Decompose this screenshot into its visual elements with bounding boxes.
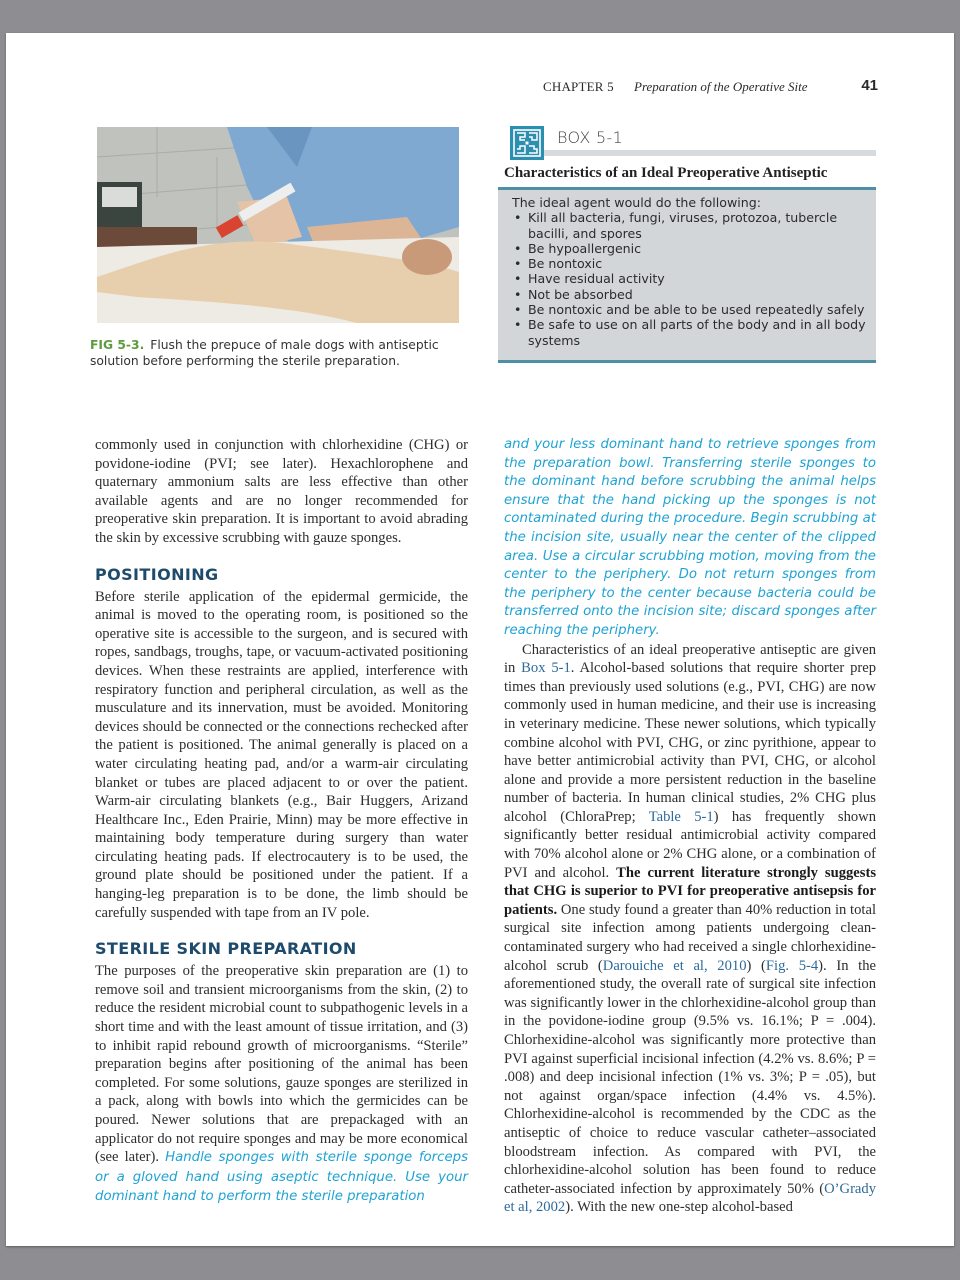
text-run: One study found a greater than 40% reduction in total surgical site infection among patients undergoing clean-contaminated surgery who had received a single chlorhexidine-alcohol scrub ( <box>504 901 876 974</box>
text-run: ). With the new one-step alcohol-based <box>565 1199 793 1216</box>
chapter-title: Preparation of the Operative Site <box>634 79 808 94</box>
box-5-1 <box>498 126 876 363</box>
document-page <box>6 33 954 1246</box>
figure-photo <box>97 127 459 323</box>
dog-prepuce-flush-photo-icon <box>97 127 459 323</box>
box-body <box>498 190 876 363</box>
page-number: 41 <box>861 77 878 94</box>
box-list <box>512 210 868 348</box>
technique-highlight: Handle sponges with sterile sponge forceps or a gloved hand using aseptic technique. Use your dominant hand to perform the sterile preparation <box>95 1150 469 1205</box>
box-header <box>498 126 876 156</box>
table-5-1-link[interactable]: Table 5-1 <box>648 808 714 825</box>
text-run: . Alcohol-based solutions that require shorter prep times than previously used solutions (e.g., PVI, CHG) are now commonly used in human medicine, and their use is increasing in veterinary medicine. These newer solutions, which typically combine alcohol with PVI, CHG, or zinc pyrithione, appear to have better antimicrobial activity than PVI, CHG, or alcohol alone and provide a more persistent reduction in the baseline number of bacteria. In human clinical studies, 2% CHG plus alcohol (ChloraPrep; <box>504 660 876 825</box>
left-column <box>95 436 468 1207</box>
sterile-prep-text: The purposes of the preoperative skin preparation are (1) to remove soil and transient microorganisms from the skin, (2) to reduce the resident microbial count to subpathogenic levels in a short time and with the least amount of tissue irritation, and (3) to inhibit rapid rebound growth of microorganisms. “Sterile” preparation begins after positioning of the animal has been completed. For some solutions, gauze sponges are sterilized in a pack, along with bowls into which the germicides can be poured. Newer solutions that are prepackaged with an applicator do not require sponges and may be more economical (see later). <box>95 963 468 1166</box>
box-label: BOX 5-1 <box>557 128 624 147</box>
key-statement: The current literature strongly suggests that CHG is superior to PVI for preoperative antisepsis for patients. <box>504 864 876 918</box>
box-intro: The ideal agent would do the following: <box>512 195 761 210</box>
box-title: Characteristics of an Ideal Preoperative Antiseptic <box>498 156 876 190</box>
chapter-number: CHAPTER 5 <box>543 79 614 94</box>
figure-caption <box>90 338 470 369</box>
right-column <box>504 436 876 1217</box>
antiseptic-paragraph <box>504 641 876 1217</box>
positioning-paragraph: Before sterile application of the epidermal germicide, the animal is moved to the operating room, is positioned so the operative site is accessible to the surgeon, and is secured with ropes, sandbags, troughs, tape, or vacuum-activated positioning devices. When these restraints are applied, interference with respiratory function and peripheral circulation, as well as the musculature and its innervation, must be avoided. Monitoring devices should be connected or the connections rechecked after the patient is positioned. The animal generally is placed on a water circulating heating pad, and/or a warm-air circulating blanket or tubes are placed adjacent to or over the patient. Warm-air circulating blankets (e.g., Bair Huggers, Arizand Healthcare Inc., Eden Prairie, Minn) may be more effective in maintaining body temperature during surgery than water circulating heating pads. If electrocautery is to be used, the ground plate should be positioned under the patient. If a hanging-leg preparation is to be done, the limb should be carefully suspended with tape from an IV pole. <box>95 588 468 921</box>
figure-label: FIG 5-3. <box>90 338 145 352</box>
sterile-prep-paragraph <box>95 962 468 1207</box>
ogrady-citation-link[interactable]: O’Grady et al, 2002 <box>504 1180 876 1216</box>
list-item: • Be nontoxic and be able to be used repeatedly safely <box>512 302 868 317</box>
list-item: • Have residual activity <box>512 271 868 286</box>
intro-paragraph: commonly used in conjunction with chlorhexidine (CHG) or povidone-iodine (PVI; see later). Hexachlorophene and quaternary ammonium salts are less effective than other available agents and are no longer recommended for preoperative skin preparation. It is important to avoid abrading the skin by excessive scrubbing with gauze sponges. <box>95 437 468 546</box>
text-run: ) has frequently shown significantly better residual antimicrobial activity compared with 70% alcohol alone or 2% CHG alone, or a combination of PVI and alcohol. <box>504 808 876 881</box>
running-header <box>543 77 878 97</box>
greek-key-icon <box>510 126 544 160</box>
text-run: ) ( <box>746 957 766 974</box>
figure-caption-text: Flush the prepuce of male dogs with antiseptic solution before performing the sterile preparation. <box>90 338 439 368</box>
technique-highlight-continued: and your less dominant hand to retrieve sponges from the preparation bowl. Transferring sterile sponges to the dominant hand before scrubbing the animal helps ensure that the hand picking up the sponges is not contaminated during the procedure. Begin scrubbing at the incision site, usually near the center of the clipped area. Use a circular scrubbing motion, moving from the center to the periphery. Do not return sponges from the periphery to the center because bacteria could be transferred onto the incision site; discard sponges after reaching the periphery. <box>504 437 876 638</box>
box-5-1-link[interactable]: Box 5-1 <box>521 660 571 677</box>
text-run: Characteristics of an ideal preoperative antiseptic are given in <box>504 641 876 677</box>
section-heading-positioning: POSITIONING <box>95 564 219 584</box>
fig-5-4-link[interactable]: Fig. 5-4 <box>765 957 819 974</box>
list-item: • Kill all bacteria, fungi, viruses, protozoa, tubercle bacilli, and spores <box>512 210 868 241</box>
box-header-bar <box>510 150 876 156</box>
list-item: • Be hypoallergenic <box>512 241 868 256</box>
darouiche-citation-link[interactable]: Darouiche et al, 2010 <box>602 957 747 974</box>
list-item: • Be nontoxic <box>512 256 868 271</box>
list-item: • Not be absorbed <box>512 287 868 302</box>
list-item: • Be safe to use on all parts of the body and in all body systems <box>512 317 868 348</box>
section-heading-sterile-skin-preparation: STERILE SKIN PREPARATION <box>95 939 357 959</box>
text-run: ). In the aforementioned study, the overall rate of surgical site infection was significantly lower in the chlorhexidine-alcohol group than in the povidone-iodine group (9.5% vs. 16.1%; P = .004). Chlorhexidine-alcohol was significantly more protective than PVI against superficial incisional infection (4.2% vs. 8.6%; P = .008) and deep incisional infection (1% vs. 3%; P = .05), but not against organ/space infection (4.4% vs. 4.5%). Chlorhexidine-alcohol is recommended by the CDC as the antiseptic of choice to reduce vascular catheter–associated bloodstream infection. As compared with PVI, the chlorhexidine-alcohol solution has been found to reduce catheter-associated infection by approximately 50% ( <box>504 957 877 1197</box>
